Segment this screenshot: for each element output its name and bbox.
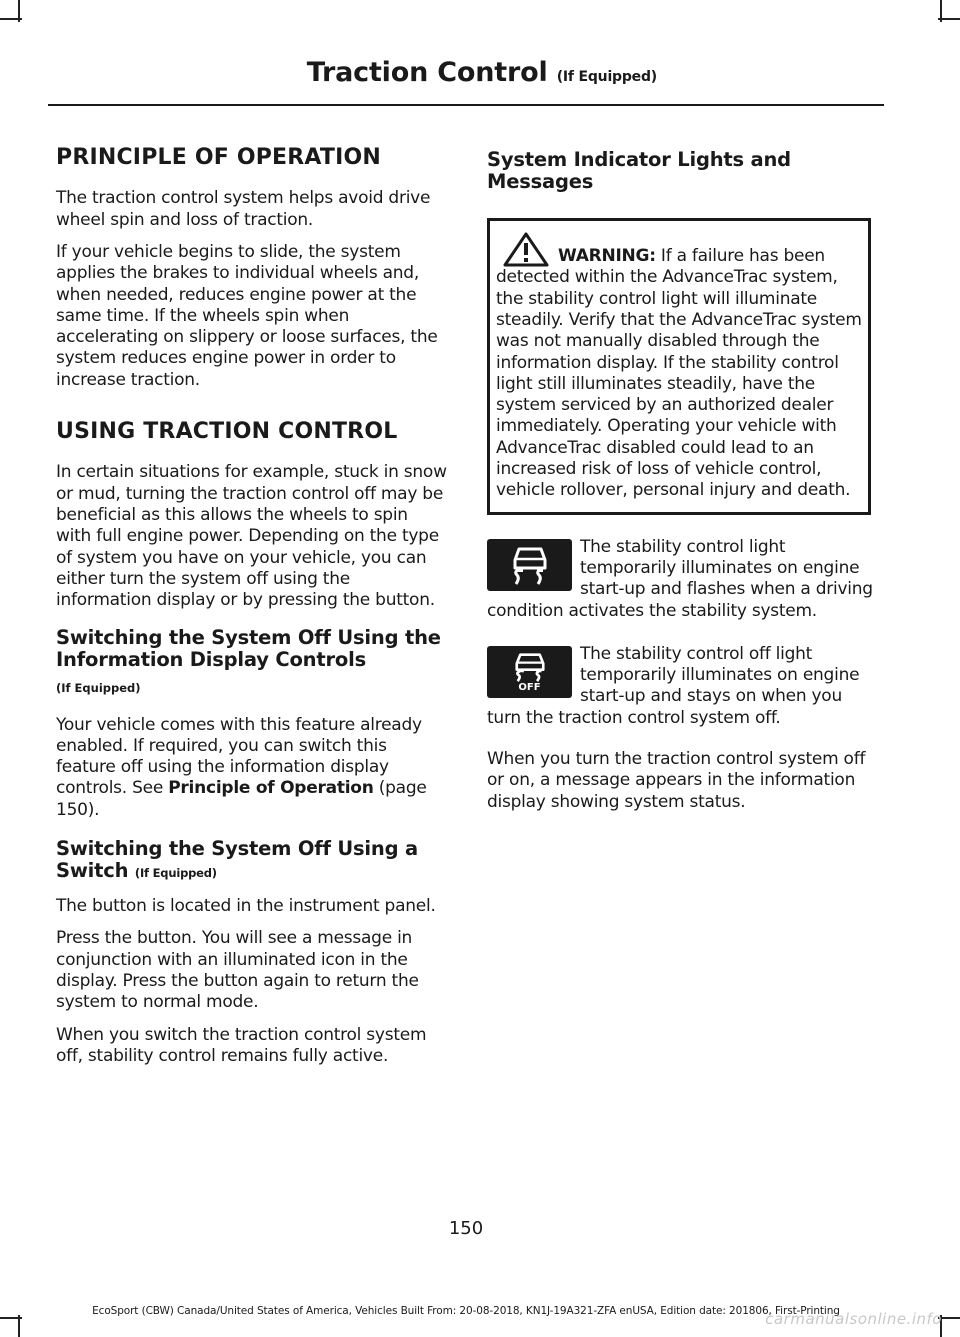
- display-controls-heading: Switching the System Off Using the Information Display Controls: [56, 625, 441, 671]
- warning-paragraph: [496, 231, 862, 502]
- switch-heading-text: Switching the System Off Using a Switch: [56, 837, 418, 883]
- principle-of-operation-link[interactable]: Principle of Operation: [168, 778, 374, 799]
- display-controls-text-start: Your vehicle comes with this feature already enabled. If required, you can switch this feature off using the information display controls. See: [56, 714, 422, 799]
- warning-triangle-icon: [502, 231, 550, 267]
- warning-label: WARNING:: [558, 246, 656, 267]
- stability-control-off-icon: [487, 646, 572, 698]
- header-divider: [48, 104, 884, 106]
- crop-mark: [938, 18, 960, 20]
- switch-paragraph-3: When you switch the traction control system off, stability control remains fully active.: [56, 1024, 427, 1066]
- status-message-paragraph: When you turn the traction control system off or on, a message appears in the information display showing system status.: [487, 749, 866, 812]
- switch-paragraph-2: Press the button. You will see a message in conjunction with an illuminated icon in the display. Press the button again to return the system to normal mode.: [56, 928, 419, 1013]
- display-controls-text-end: (page 150).: [56, 778, 427, 820]
- page-number: 150: [448, 1218, 484, 1239]
- stability-off-light-text: The stability control off light temporarily illuminates on engine start-up and stays on when you turn the traction control system off.: [487, 643, 860, 728]
- header-title-text: Traction Control: [306, 57, 548, 88]
- crop-mark: [0, 18, 22, 20]
- principle-paragraph-1: The traction control system helps avoid drive wheel spin and loss of traction.: [56, 188, 431, 230]
- stability-light-block: [487, 537, 879, 622]
- indicator-lights-heading: System Indicator Lights and Messages: [487, 148, 791, 194]
- using-heading: USING TRACTION CONTROL: [56, 419, 398, 445]
- switch-paragraph-1: The button is located in the instrument panel.: [56, 896, 436, 917]
- stability-light-text: The stability control light temporarily illuminates on engine start-up and flashes when a driving condition activates the stability system.: [487, 536, 873, 621]
- right-column: [487, 145, 879, 824]
- principle-paragraph-2: If your vehicle begins to slide, the system applies the brakes to individual wheels and, when needed, reduces engine power at the same time. If the wheels spin when accelerating on slippery or loose surfaces, the system reduces engine power in order to increase traction.: [56, 241, 438, 390]
- switch-heading: [56, 838, 448, 882]
- off-icon-label: OFF: [518, 682, 541, 694]
- page-header-title: [307, 57, 657, 88]
- header-title-suffix: (If Equipped): [556, 69, 657, 85]
- using-paragraph-1: In certain situations for example, stuck in snow or mud, turning the traction control off may be beneficial as this allows the wheels to spin with full engine power. Depending on the type of system you have on your vehicle, you can either turn the system off using the information display or by pressing the button.: [56, 462, 447, 611]
- left-column: [56, 145, 448, 1078]
- display-controls-paragraph: [56, 715, 448, 821]
- stability-control-icon: [487, 539, 572, 591]
- crop-mark: [0, 1317, 22, 1319]
- display-controls-subheading: (If Equipped): [56, 680, 141, 695]
- principle-heading: PRINCIPLE OF OPERATION: [56, 145, 382, 170]
- warning-text: If a failure has been detected within the AdvanceTrac system, the stability control light will illuminate steadily. Verify that the AdvanceTrac system was not manually disabled through the information display. If the stability control light still illuminates steadily, have the system serviced by an authorized dealer immediately. Operating your vehicle with AdvanceTrac disabled could lead to an increased risk of loss of vehicle control, vehicle rollover, personal injury and death.: [496, 246, 862, 501]
- watermark: carmanualsonline.info: [765, 1310, 942, 1328]
- warning-box: [487, 218, 871, 515]
- switch-heading-suffix: (If Equipped): [134, 866, 217, 881]
- stability-off-light-block: [487, 644, 879, 729]
- footer-text: EcoSport (CBW) Canada/United States of America, Vehicles Built From: 20-08-2018, KN1J-19A321-ZFA enUSA, Edition date: 201806, First-Printing: [92, 1305, 840, 1317]
